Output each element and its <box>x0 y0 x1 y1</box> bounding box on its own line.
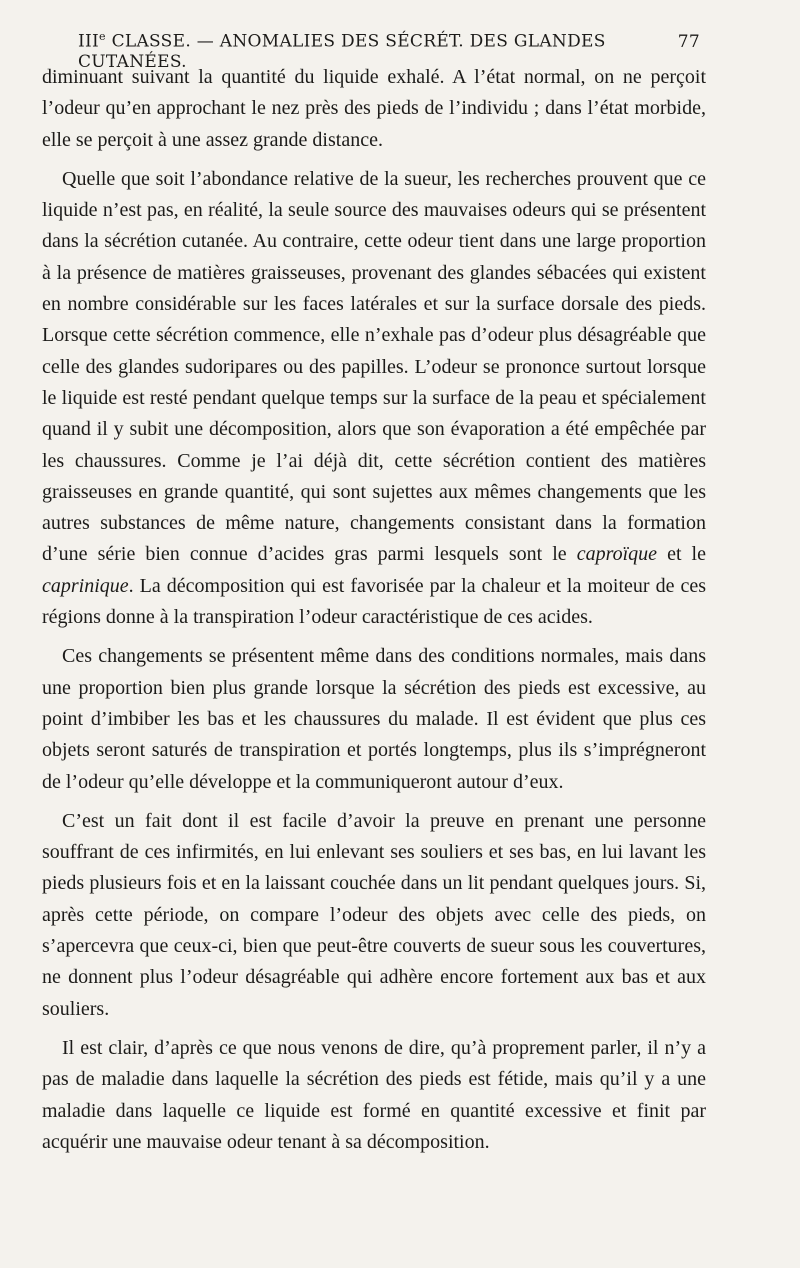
header-title: IIIe CLASSE. — ANOMALIES DES SÉCRÉT. DES GLANDES CUTANÉES. <box>78 30 606 72</box>
paragraph-4: C’est un fait dont il est facile d’avoir la preuve en prenant une personne souffrant de ces infirmités, en lui enlevant ses souliers et ses bas, en lui lavant les pieds plusieurs fois et en la laissant couchée dans un lit pendant quelques jours. Si, après cette période, on compare l’odeur des objets avec celle des pieds, on s’apercevra que ceux-ci, bien que peut-être couverts de sueur sous les couvertures, ne donnent plus l’odeur désagréable qui adhère encore fortement aux bas et aux souliers. <box>42 809 706 1020</box>
page-number: 77 <box>677 31 700 52</box>
term-caprinique: caprinique <box>42 574 129 597</box>
paragraph-5: Il est clair, d’après ce que nous venons de dire, qu’à proprement parler, il n’y a pas de maladie dans laquelle la sécrétion des pieds est fétide, mais qu’il y a une maladie dans laquelle ce liquide est formé en quantité excessive et finit par acquérir une mauvaise odeur tenant à sa décomposition. <box>42 1036 706 1153</box>
body-text <box>42 62 706 1158</box>
paragraph-3: Ces changements se présentent même dans des conditions normales, mais dans une proportion bien plus grande lorsque la sécrétion des pieds est excessive, au point d’imbiber les bas et les chaussures du malade. Il est évident que plus ces objets seront saturés de transpiration et portés longtemps, plus ils s’imprégneront de l’odeur qu’elle développe et la communiqueront autour d’eux. <box>42 645 706 793</box>
paragraph-2: Quelle que soit l’abondance relative de la sueur, les recherches prouvent que ce liquide n’est pas, en réalité, la seule source des mauvaises odeurs qui se présentent dans la sécrétion cutanée. Au contraire, cette odeur tient dans une large proportion à la présence de matières graisseuses, provenant des glandes sébacées qui existent en nombre considérable sur les faces latérales et sur la surface dorsale des pieds. Lorsque cette sécrétion commence, elle n’exhale pas d’odeur plus désagréable que celle des glandes sudoripares ou des papilles. L’odeur se prononce surtout lorsque le liquide est resté pendant quelque temps sur la surface de la peau et spécialement quand il y subit une décomposition, alors que son évaporation a été empêchée par les chaussures. Comme je l’ai déjà dit, cette sécrétion contient des matières graisseuses en grande quantité, qui sont sujettes aux mêmes changements que les autres substances de même nature, changements consistant dans la formation d’une série bien connue d’acides gras parmi lesquels sont le caproïque et le caprinique. La décomposition qui est favorisée par la chaleur et la moiteur de ces régions donne à la transpiration l’odeur caractéristique de ces acides. <box>42 167 706 629</box>
term-caproique: caproïque <box>576 543 658 566</box>
paragraph-1: diminuant suivant la quantité du liquide exhalé. A l’état normal, on ne perçoit l’odeur qu’en approchant le nez près des pieds de l’individu ; dans l’état morbide, elle se perçoit à une assez grande distance. <box>42 66 706 151</box>
